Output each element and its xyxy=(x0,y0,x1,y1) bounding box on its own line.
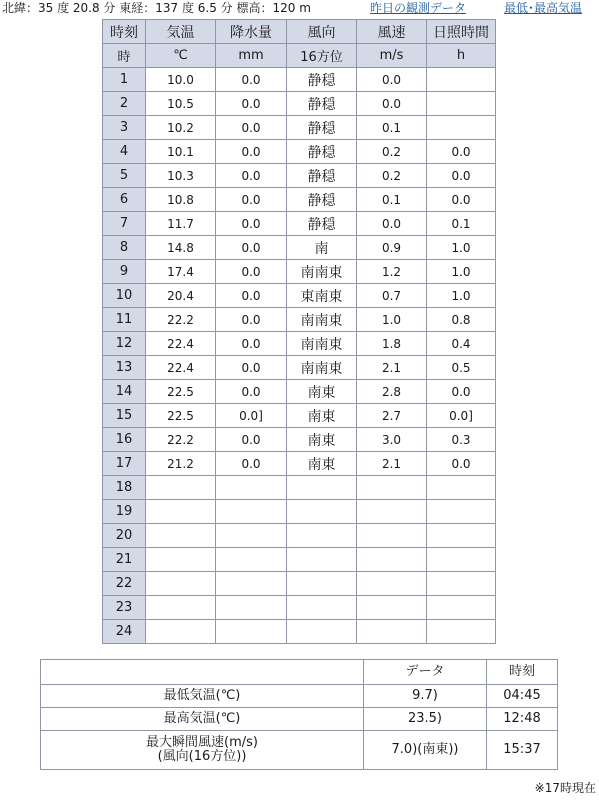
column-header-sunshine: 日照時間 xyxy=(427,20,496,44)
precipitation-cell xyxy=(216,620,287,644)
wind-speed-cell xyxy=(357,548,427,572)
wind-direction-cell: 静穏 xyxy=(287,140,357,164)
wind-direction-cell: 南東 xyxy=(287,404,357,428)
summary-value: 9.7) xyxy=(364,685,487,708)
sunshine-cell xyxy=(427,68,496,92)
unit-wind-speed: m/s xyxy=(357,44,427,68)
temperature-cell: 22.2 xyxy=(146,308,216,332)
hour-cell: 2 xyxy=(103,92,146,116)
sunshine-cell xyxy=(427,596,496,620)
as-of-note: ※17時現在 xyxy=(534,781,596,795)
table-row xyxy=(103,212,496,236)
location-coordinates: 北緯：35 度 20.8 分 東経：137 度 6.5 分 標高：120 m xyxy=(2,1,311,15)
wind-direction-cell: 南東 xyxy=(287,452,357,476)
summary-header-row xyxy=(41,660,558,685)
summary-header-time: 時刻 xyxy=(487,660,558,685)
sunshine-cell xyxy=(427,500,496,524)
wind-direction-cell: 南南東 xyxy=(287,308,357,332)
table-row xyxy=(103,140,496,164)
column-header-wind-direction: 風向 xyxy=(287,20,357,44)
location-info-bar xyxy=(2,0,599,18)
table-row xyxy=(103,332,496,356)
unit-hour: 時 xyxy=(103,44,146,68)
column-header-precipitation: 降水量 xyxy=(216,20,287,44)
hour-cell: 22 xyxy=(103,572,146,596)
summary-time: 04:45 xyxy=(487,685,558,708)
wind-speed-cell: 0.0 xyxy=(357,92,427,116)
summary-row xyxy=(41,731,558,770)
wind-direction-cell: 南南東 xyxy=(287,356,357,380)
precipitation-cell: 0.0 xyxy=(216,116,287,140)
temperature-cell xyxy=(146,596,216,620)
temperature-cell: 10.1 xyxy=(146,140,216,164)
precipitation-cell: 0.0 xyxy=(216,308,287,332)
table-row xyxy=(103,116,496,140)
wind-speed-cell: 2.1 xyxy=(357,452,427,476)
hour-cell: 12 xyxy=(103,332,146,356)
wind-direction-cell: 静穏 xyxy=(287,212,357,236)
table-row xyxy=(103,620,496,644)
sunshine-cell: 0.8 xyxy=(427,308,496,332)
precipitation-cell xyxy=(216,548,287,572)
yesterday-data-link[interactable]: 昨日の観測データ xyxy=(370,1,467,15)
precipitation-cell xyxy=(216,572,287,596)
hour-cell: 19 xyxy=(103,500,146,524)
temperature-cell xyxy=(146,476,216,500)
table-row xyxy=(103,284,496,308)
precipitation-cell: 0.0 xyxy=(216,68,287,92)
temperature-cell xyxy=(146,524,216,548)
sunshine-cell: 0.3 xyxy=(427,428,496,452)
temperature-cell: 22.4 xyxy=(146,356,216,380)
wind-direction-cell xyxy=(287,596,357,620)
hour-cell: 7 xyxy=(103,212,146,236)
wind-direction-cell: 静穏 xyxy=(287,68,357,92)
wind-speed-cell xyxy=(357,476,427,500)
wind-speed-cell: 1.0 xyxy=(357,308,427,332)
summary-value: 23.5) xyxy=(364,708,487,731)
table-row xyxy=(103,404,496,428)
table-row xyxy=(103,524,496,548)
sunshine-cell: 0.0] xyxy=(427,404,496,428)
wind-direction-cell xyxy=(287,476,357,500)
summary-time: 12:48 xyxy=(487,708,558,731)
wind-speed-cell xyxy=(357,524,427,548)
sunshine-cell: 1.0 xyxy=(427,236,496,260)
table-row xyxy=(103,572,496,596)
temperature-cell xyxy=(146,572,216,596)
table-row xyxy=(103,500,496,524)
hour-cell: 6 xyxy=(103,188,146,212)
wind-speed-cell xyxy=(357,620,427,644)
sunshine-cell xyxy=(427,116,496,140)
hour-cell: 14 xyxy=(103,380,146,404)
precipitation-cell xyxy=(216,596,287,620)
wind-speed-cell: 0.1 xyxy=(357,116,427,140)
column-header-wind-speed: 風速 xyxy=(357,20,427,44)
temperature-cell xyxy=(146,548,216,572)
wind-speed-cell: 0.0 xyxy=(357,212,427,236)
table-row xyxy=(103,68,496,92)
wind-speed-cell: 1.8 xyxy=(357,332,427,356)
table-row xyxy=(103,308,496,332)
hour-cell: 23 xyxy=(103,596,146,620)
wind-direction-cell xyxy=(287,572,357,596)
wind-speed-cell: 0.0 xyxy=(357,68,427,92)
precipitation-cell xyxy=(216,524,287,548)
temperature-cell: 21.2 xyxy=(146,452,216,476)
summary-label-text: 最低気温(℃) xyxy=(163,688,241,703)
temperature-cell: 10.3 xyxy=(146,164,216,188)
summary-label-subtext: (風向(16方位)) xyxy=(157,749,247,764)
wind-direction-cell: 東南東 xyxy=(287,284,357,308)
sunshine-cell xyxy=(427,620,496,644)
wind-direction-cell: 南南東 xyxy=(287,260,357,284)
summary-label xyxy=(41,685,364,708)
table-row xyxy=(103,428,496,452)
sunshine-cell: 1.0 xyxy=(427,284,496,308)
table-row xyxy=(103,164,496,188)
wind-speed-cell: 2.7 xyxy=(357,404,427,428)
wind-speed-cell: 2.1 xyxy=(357,356,427,380)
hour-cell: 5 xyxy=(103,164,146,188)
wind-direction-cell xyxy=(287,500,357,524)
sunshine-cell xyxy=(427,572,496,596)
precipitation-cell: 0.0 xyxy=(216,188,287,212)
precipitation-cell: 0.0 xyxy=(216,332,287,356)
precipitation-cell: 0.0 xyxy=(216,356,287,380)
temperature-cell: 17.4 xyxy=(146,260,216,284)
temperature-cell: 10.5 xyxy=(146,92,216,116)
precipitation-cell xyxy=(216,476,287,500)
table-row xyxy=(103,236,496,260)
hour-cell: 13 xyxy=(103,356,146,380)
temperature-cell: 22.4 xyxy=(146,332,216,356)
sunshine-cell xyxy=(427,524,496,548)
precipitation-cell: 0.0 xyxy=(216,164,287,188)
precipitation-cell xyxy=(216,500,287,524)
table-row xyxy=(103,92,496,116)
wind-direction-cell: 南東 xyxy=(287,428,357,452)
summary-value: 7.0)(南東)) xyxy=(364,731,487,770)
hour-cell: 11 xyxy=(103,308,146,332)
summary-time: 15:37 xyxy=(487,731,558,770)
table-row xyxy=(103,260,496,284)
hour-cell: 1 xyxy=(103,68,146,92)
wind-speed-cell: 0.2 xyxy=(357,140,427,164)
sunshine-cell: 1.0 xyxy=(427,260,496,284)
column-header-hour: 時刻 xyxy=(103,20,146,44)
min-max-temperature-link[interactable]: 最低･最高気温 xyxy=(504,1,583,15)
unit-precipitation: mm xyxy=(216,44,287,68)
wind-speed-cell xyxy=(357,500,427,524)
daily-summary-table xyxy=(40,659,558,770)
sunshine-cell: 0.0 xyxy=(427,188,496,212)
hour-cell: 3 xyxy=(103,116,146,140)
temperature-cell xyxy=(146,620,216,644)
temperature-cell: 20.4 xyxy=(146,284,216,308)
wind-direction-cell: 南南東 xyxy=(287,332,357,356)
temperature-cell: 22.5 xyxy=(146,404,216,428)
precipitation-cell: 0.0 xyxy=(216,92,287,116)
hour-cell: 15 xyxy=(103,404,146,428)
summary-label xyxy=(41,731,364,770)
hour-cell: 8 xyxy=(103,236,146,260)
table-row xyxy=(103,380,496,404)
summary-header-label xyxy=(41,660,364,685)
column-header-temperature: 気温 xyxy=(146,20,216,44)
unit-sunshine: h xyxy=(427,44,496,68)
precipitation-cell: 0.0 xyxy=(216,452,287,476)
table-row xyxy=(103,548,496,572)
hourly-observation-table xyxy=(102,19,496,644)
precipitation-cell: 0.0 xyxy=(216,428,287,452)
sunshine-cell: 0.0 xyxy=(427,140,496,164)
summary-row xyxy=(41,708,558,731)
precipitation-cell: 0.0 xyxy=(216,140,287,164)
wind-direction-cell xyxy=(287,548,357,572)
precipitation-cell: 0.0 xyxy=(216,380,287,404)
header-row xyxy=(103,20,496,44)
unit-temperature: ℃ xyxy=(146,44,216,68)
wind-direction-cell: 静穏 xyxy=(287,188,357,212)
table-row xyxy=(103,596,496,620)
wind-direction-cell: 静穏 xyxy=(287,92,357,116)
hour-cell: 17 xyxy=(103,452,146,476)
summary-header-data: データ xyxy=(364,660,487,685)
sunshine-cell: 0.0 xyxy=(427,164,496,188)
unit-row xyxy=(103,44,496,68)
hour-cell: 16 xyxy=(103,428,146,452)
wind-speed-cell: 2.8 xyxy=(357,380,427,404)
summary-label-text: 最高気温(℃) xyxy=(163,711,241,726)
sunshine-cell xyxy=(427,92,496,116)
sunshine-cell: 0.4 xyxy=(427,332,496,356)
precipitation-cell: 0.0] xyxy=(216,404,287,428)
sunshine-cell xyxy=(427,476,496,500)
wind-speed-cell: 3.0 xyxy=(357,428,427,452)
hour-cell: 10 xyxy=(103,284,146,308)
temperature-cell: 11.7 xyxy=(146,212,216,236)
precipitation-cell: 0.0 xyxy=(216,212,287,236)
hour-cell: 4 xyxy=(103,140,146,164)
sunshine-cell: 0.1 xyxy=(427,212,496,236)
summary-row xyxy=(41,685,558,708)
wind-direction-cell: 南東 xyxy=(287,380,357,404)
wind-speed-cell: 0.2 xyxy=(357,164,427,188)
wind-speed-cell: 0.9 xyxy=(357,236,427,260)
wind-speed-cell: 0.7 xyxy=(357,284,427,308)
wind-direction-cell xyxy=(287,524,357,548)
sunshine-cell xyxy=(427,548,496,572)
sunshine-cell: 0.0 xyxy=(427,380,496,404)
table-row xyxy=(103,188,496,212)
wind-direction-cell: 南 xyxy=(287,236,357,260)
table-row xyxy=(103,452,496,476)
temperature-cell: 14.8 xyxy=(146,236,216,260)
precipitation-cell: 0.0 xyxy=(216,236,287,260)
precipitation-cell: 0.0 xyxy=(216,284,287,308)
hour-cell: 20 xyxy=(103,524,146,548)
temperature-cell: 10.2 xyxy=(146,116,216,140)
table-row xyxy=(103,356,496,380)
wind-speed-cell xyxy=(357,572,427,596)
wind-direction-cell: 静穏 xyxy=(287,116,357,140)
wind-speed-cell: 0.1 xyxy=(357,188,427,212)
temperature-cell: 22.5 xyxy=(146,380,216,404)
temperature-cell: 22.2 xyxy=(146,428,216,452)
summary-label xyxy=(41,708,364,731)
unit-wind-direction: 16方位 xyxy=(287,44,357,68)
temperature-cell: 10.0 xyxy=(146,68,216,92)
temperature-cell: 10.8 xyxy=(146,188,216,212)
temperature-cell xyxy=(146,500,216,524)
hour-cell: 24 xyxy=(103,620,146,644)
wind-direction-cell xyxy=(287,620,357,644)
hour-cell: 18 xyxy=(103,476,146,500)
summary-label-text: 最大瞬間風速(m/s) xyxy=(146,735,258,750)
wind-speed-cell xyxy=(357,596,427,620)
hour-cell: 9 xyxy=(103,260,146,284)
wind-speed-cell: 1.2 xyxy=(357,260,427,284)
sunshine-cell: 0.5 xyxy=(427,356,496,380)
table-row xyxy=(103,476,496,500)
hour-cell: 21 xyxy=(103,548,146,572)
wind-direction-cell: 静穏 xyxy=(287,164,357,188)
precipitation-cell: 0.0 xyxy=(216,260,287,284)
sunshine-cell: 0.0 xyxy=(427,452,496,476)
